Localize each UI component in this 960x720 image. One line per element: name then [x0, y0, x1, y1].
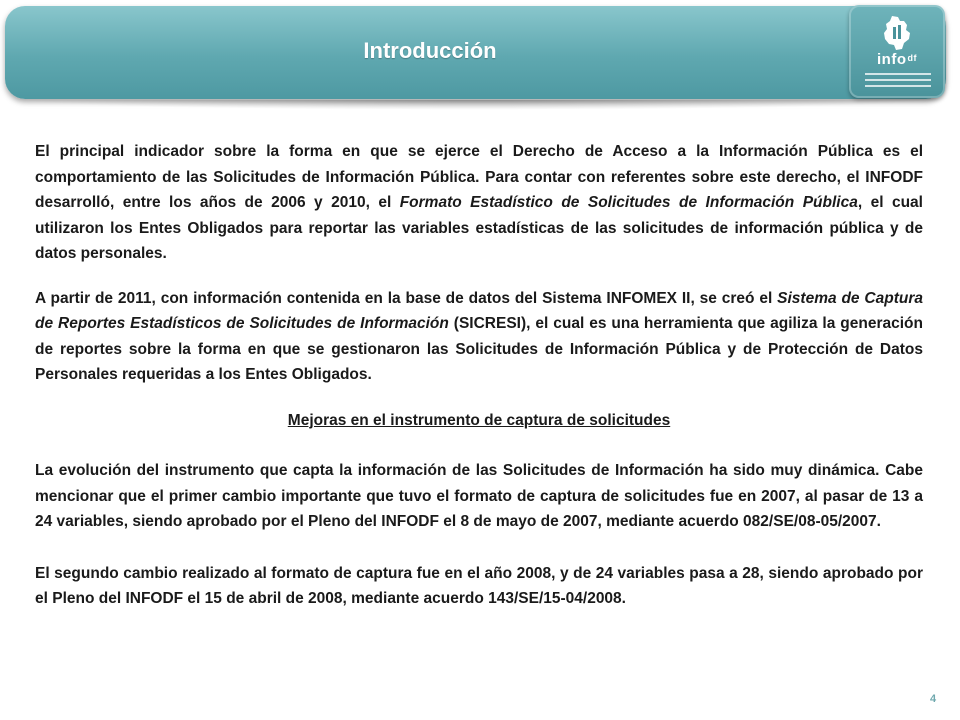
header-shadow — [20, 100, 930, 110]
paragraph-second-change: El segundo cambio realizado al formato de captura fue en el año 2008, y de 24 variables pasa a 28, siendo aprobado por el Pleno del INFODF el 15 de abril de 2008, mediante acuerdo 143/SE/15-04/2008. — [35, 564, 923, 607]
paragraph-sicresi: A partir de 2011, con información contenida en la base de datos del Sistema INFOMEX II, se creó el Sistema de Captura de Reportes Estadísticos de Solicitudes de Información (SICRESI), el cual es una herramienta que agiliza la generación de reportes sobre la forma en que se gestionaron las Solicitudes de Información Pública y de Protección de Datos Personales requeridas a los Entes Obligados. — [35, 289, 923, 383]
paragraph-first-change: La evolución del instrumento que capta la información de las Solicitudes de Información ha sido muy dinámica. Cabe mencionar que el primer cambio importante que tuvo el formato de captura de solicitudes fue en 2007, al pasar de 13 a 24 variables, siendo aprobado por el Pleno del INFODF el 8 de mayo de 2007, mediante acuerdo 082/SE/08-05/2007. — [35, 462, 923, 530]
section-subtitle: Mejoras en el instrumento de captura de solicitudes — [287, 411, 671, 429]
logo-wordmark: info$^{df}$ — [877, 51, 917, 68]
page-title: Introducción — [363, 38, 497, 63]
page-number: 4 — [930, 693, 937, 705]
infodf-logo — [849, 5, 945, 98]
main-content — [35, 139, 923, 612]
paragraph-intro: El principal indicador sobre la forma en que se ejerce el Derecho de Acceso a la Información Pública es el comportamiento de las Solicitudes de Información Pública. Para contar con referentes sobre este derecho, el INFODF desarrolló, entre los años de 2006 y 2010, el Formato Estadístico de Solicitudes de Información Pública, el cual utilizaron los Entes Obligados para reportar las variables estadísticas de las solicitudes de información pública y de datos personales. — [35, 143, 923, 262]
logo-caption-line — [865, 85, 931, 87]
logo-caption-line — [865, 79, 931, 81]
logo-caption-line — [865, 73, 931, 75]
mexico-city-map-icon — [882, 15, 912, 51]
